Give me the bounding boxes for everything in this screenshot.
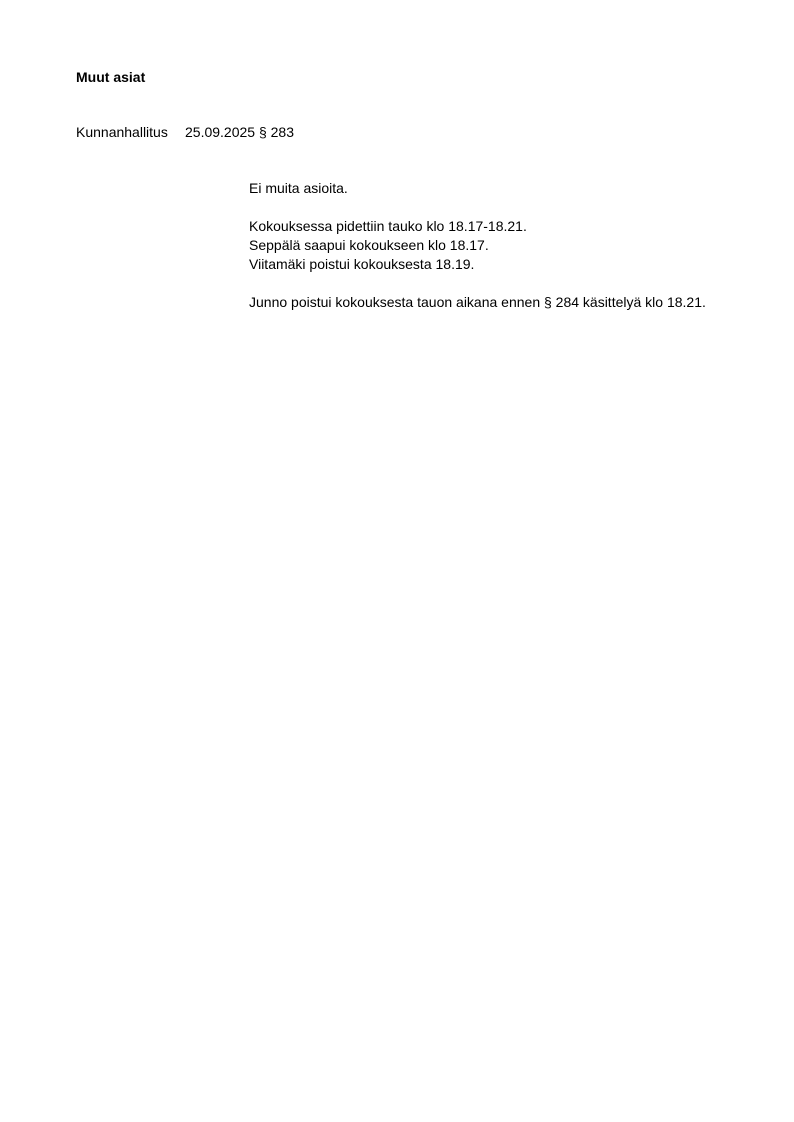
paragraph-junno-departure: Junno poistui kokouksesta tauon aikana ennen § 284 käsittelyä klo 18.21. — [249, 294, 706, 310]
paragraph-spacer — [249, 198, 723, 217]
meeting-date: 25.09.2025 — [185, 124, 256, 140]
paragraph-break-time: Kokouksessa pidettiin tauko klo 18.17-18.21. — [249, 218, 527, 234]
meeting-body: Kunnanhallitus — [76, 124, 168, 140]
meeting-reference — [76, 123, 294, 141]
paragraph-spacer — [249, 274, 723, 293]
paragraph-arrival: Seppälä saapui kokoukseen klo 18.17. — [249, 237, 489, 253]
paragraph-departure: Viitamäki poistui kokouksesta 18.19. — [249, 256, 475, 272]
page-title: Muut asiat — [76, 69, 146, 85]
meeting-section: § 283 — [258, 124, 295, 140]
minutes-content — [249, 179, 723, 312]
paragraph-no-other-matters: Ei muita asioita. — [249, 180, 348, 196]
